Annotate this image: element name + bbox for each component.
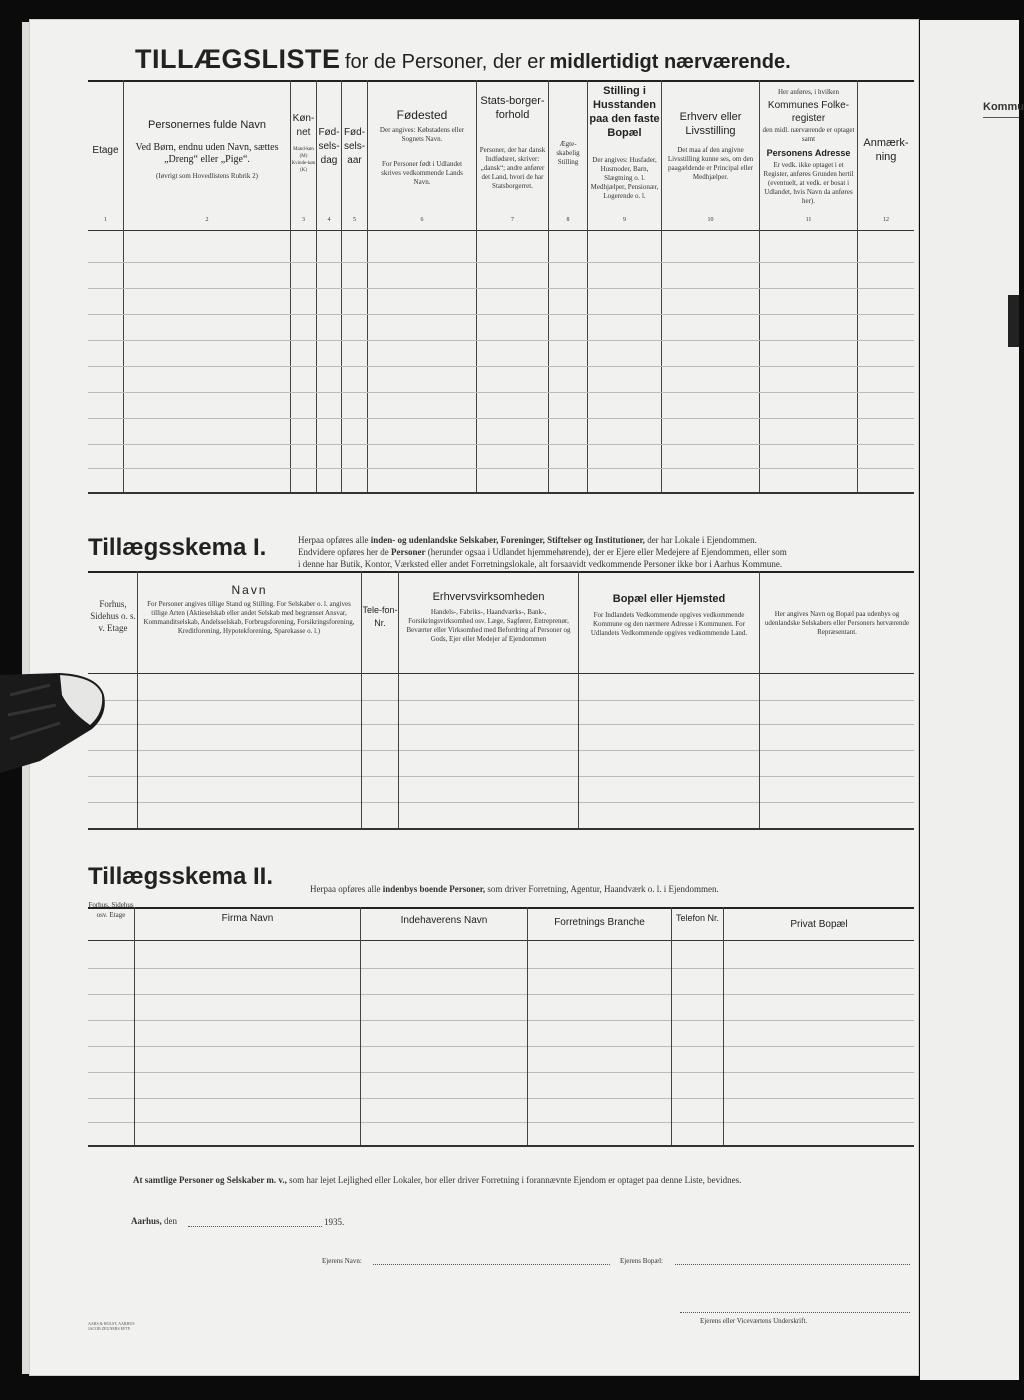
t1-col-divider [759, 80, 760, 492]
schema1-col-erhverv-note: Handels-, Fabriks-, Haandværks-, Bank-, Forsikringsvirksomhed osv. Læge, Sagfører, Entreprenør, Beværter eller Virksomhed med Befordring af Personer og Gods, Ejer eller Medejer af Ejendommen [406, 608, 571, 643]
table1-bottom-rule [88, 492, 914, 494]
den-label: den [164, 1216, 178, 1226]
col-register-head: Kommunes Folke-register [767, 100, 850, 124]
s2-col-divider [723, 907, 724, 1145]
declaration-b: som har lejet Lejlighed eller Lokaler, bor eller driver Forretning i forannævnte Ejendom er optaget paa denne Liste, bevidnes. [289, 1175, 742, 1185]
col-num: 1 [104, 217, 107, 223]
schema1-col-telefon: Tele-fon-Nr. [362, 605, 398, 628]
t1-row-rule [88, 366, 914, 367]
col-num: 10 [707, 217, 714, 223]
s1-col-divider [398, 571, 399, 828]
t1-col-divider [857, 80, 858, 492]
s1-row-rule [88, 724, 914, 725]
s1-row-rule [88, 750, 914, 751]
s1-col-divider [137, 571, 138, 828]
schema1-text-2: Endvidere opføres her de [298, 547, 389, 557]
signature-label: Ejerens eller Viceværtens Underskrift. [700, 1317, 808, 1325]
schema1-intro-line-3: i denne har Butik, Kontor, Værksted eller andet Forretningslokale, alt forsaavidt vedkommende Personer ikke bor i Aarhus Kommune. [298, 559, 783, 569]
schema1-bottom-rule [88, 828, 914, 830]
owner-name-label: Ejerens Navn: [322, 1257, 362, 1265]
schema2-col-firma: Firma Navn [221, 913, 274, 924]
col-occupation-note: Det maa af den angivne Livsstilling kunne ses, om den paagældende er Principal eller Medhjælper. [667, 146, 754, 181]
col-register-pre: Her anføres, i hvilken [777, 88, 840, 96]
s2-col-divider [360, 907, 361, 1145]
title-rest-a: for de Personer, der er [344, 51, 546, 73]
s2-row-rule [88, 1122, 914, 1123]
schema2-top-rule [88, 907, 914, 909]
date-line [131, 1216, 177, 1226]
col-etage-head: Etage [92, 145, 119, 156]
col-citizenship-head: Stats-borger-forhold [480, 95, 545, 121]
owner-address-field[interactable] [675, 1264, 910, 1265]
t1-col-divider [290, 80, 291, 492]
t1-col-divider [587, 80, 588, 492]
schema1-col-etage: Forhus, Sidehus o. s. v. Etage [90, 599, 136, 633]
t1-row-rule [88, 314, 914, 315]
col-citizenship-note: Personer, der har dansk Indfødsret, skriver: „dansk“; andre anfører det Land, hvori de har Statsborgerret. [479, 146, 546, 190]
schema1-col-navn-note: For Personer angives tillige Stand og Stilling. For Selskaber o. l. angives tillige Arten (Aktieselskab eller andet Selskab med begrænset Ansvar, Kommanditselskab, Andelsselskab, Forbrugsforening, Forsikringsforening, Kreditforening, Hypotekforening, Sparekasse o. l.) [143, 600, 355, 635]
adjacent-page [920, 20, 1019, 1380]
s1-row-rule [88, 700, 914, 701]
schema2-title: Tillægsskema II. [88, 863, 273, 890]
printer-imprint: AARS & HOLST, AARHUS JACOB ZEUNERS EFTF. [88, 1321, 135, 1331]
col-register-sub: Personens Adresse [766, 148, 851, 158]
s2-row-rule [88, 1020, 914, 1021]
s2-row-rule [88, 1098, 914, 1099]
schema2-col-etage: Forhus, Sidehus osv. Etage [88, 901, 134, 919]
col-name-head: Personernes fulde Navn [147, 119, 266, 131]
t1-col-divider [367, 80, 368, 492]
col-occupation-head: Erhverv eller Livsstilling [679, 111, 742, 137]
t1-col-divider [123, 80, 124, 492]
s1-col-divider [578, 571, 579, 828]
signature-field[interactable] [680, 1312, 910, 1313]
adjacent-page-tab [1008, 295, 1019, 347]
schema1-col-bopael: Bopæl eller Hjemsted [612, 593, 726, 605]
schema2-col-telefon: Telefon Nr. [675, 913, 720, 923]
schema2-col-privat: Privat Bopæl [790, 919, 848, 930]
col-register-note2: Er vedk. ikke optaget i et Register, anføres Grunden hertil (eventuelt, at vedk. er bosat i Udlandet, hvis Navn da anføres her). [763, 161, 854, 205]
schema1-text-2b: Personer [390, 547, 426, 557]
col-gender-head: Køn-net [292, 113, 315, 138]
s1-row-rule [88, 776, 914, 777]
schema2-text-a: Herpaa opføres alle [310, 884, 381, 894]
col-num: 4 [327, 217, 331, 223]
schema1-text-1b: inden- og udenlandske Selskaber, Foreninger, Stiftelser og Institutioner, [370, 535, 645, 545]
s1-col-divider [759, 571, 760, 828]
year-label: 1935. [324, 1217, 345, 1227]
date-field[interactable] [188, 1226, 322, 1227]
t1-col-divider [476, 80, 477, 492]
s2-row-rule [88, 968, 914, 969]
schema1-text-1c: der har Lokale i Ejendommen. [647, 535, 757, 545]
col-num: 12 [883, 217, 889, 223]
schema2-text-c: som driver Forretning, Agentur, Haandværk o. l. i Ejendommen. [487, 884, 719, 894]
schema1-col-repr-note: Her angives Navn og Bopæl paa udenbys og udenlandske Selskabers eller Personers herværende Repræsentant. [764, 610, 910, 636]
t1-row-rule [88, 288, 914, 289]
col-num: 6 [420, 217, 424, 223]
t1-row-rule [88, 418, 914, 419]
owner-name-field[interactable] [373, 1264, 610, 1265]
col-num: 3 [302, 217, 305, 223]
title-main: TILLÆGSLISTE [135, 44, 341, 74]
t1-row-rule [88, 262, 914, 263]
adjacent-page-text: Kommu [983, 101, 1024, 113]
col-register-note: den midl. nærværende er optaget samt [762, 126, 855, 143]
schema2-text-b: indenbys boende Personer, [382, 884, 486, 894]
schema1-col-navn: Navn [231, 583, 268, 597]
schema1-title: Tillægsskema I. [88, 534, 267, 561]
schema1-intro-line-1 [298, 534, 918, 546]
s2-col-divider [527, 907, 528, 1145]
col-birthplace-note2: For Personer født i Udlandet skrives vedkommende Lands Navn. [381, 160, 463, 186]
col-position-note: Der angives: Husfader, Husmoder, Barn, Slægtning o. l. Medhjælper, Pensionær, Logerende o. l. [590, 156, 659, 200]
s2-row-rule [88, 1072, 914, 1073]
schema1-text-1: Herpaa opføres alle [298, 535, 369, 545]
col-num: 8 [566, 217, 570, 223]
col-position-head: Stilling i Husstanden paa den faste Bopæl [589, 85, 660, 139]
col-name-note: Ved Børn, endnu uden Navn, sættes „Dreng“ eller „Pige“. [135, 142, 279, 165]
schema2-intro [310, 884, 719, 894]
page-title [135, 44, 791, 75]
col-birthplace-note: Der angives: Købstadens eller Sognets Navn. [379, 126, 465, 143]
s2-col-divider [671, 907, 672, 1145]
col-birthplace-head: Fødested [396, 108, 448, 122]
owner-address-label: Ejerens Bopæl: [620, 1257, 663, 1265]
place: Aarhus, [131, 1216, 162, 1226]
schema2-header-rule [88, 940, 914, 941]
t1-row-rule [88, 340, 914, 341]
declaration-a: At samtlige Personer og Selskaber m. v., [133, 1175, 287, 1185]
col-remarks-head: Anmærk-ning [863, 137, 909, 163]
schema1-col-bopael-note: For Indlandets Vedkommende opgives vedkommende Kommune og den nærmere Adresse i Kommunen. For Udlandets Vedkommende opgives vedkommende Land. [590, 611, 748, 637]
col-marital-head: Ægte-skabelig Stilling [556, 140, 580, 166]
table1-header-rule [88, 230, 914, 231]
s2-col-divider [134, 907, 135, 1145]
col-birthyear-head: Fød-sels-aar [343, 127, 366, 166]
col-birthday-head: Fød-sels-dag [318, 127, 340, 166]
col-gender-note: Mand-køn (M) Kvinde-køn (K) [291, 147, 316, 173]
schema1-header-rule [88, 673, 914, 674]
schema2-col-branche: Forretnings Branche [554, 917, 645, 928]
schema2-bottom-rule [88, 1145, 914, 1147]
table1-top-rule [88, 80, 914, 82]
col-num: 7 [511, 217, 514, 223]
schema2-col-indehaver: Indehaverens Navn [400, 915, 488, 926]
col-num: 2 [205, 217, 209, 223]
col-name-note2: (Iøvrigt som Hovedlistens Rubrik 2) [156, 172, 258, 180]
schema1-top-rule [88, 571, 914, 573]
thumb-image [0, 665, 110, 775]
t1-row-rule [88, 468, 914, 469]
schema1-intro [298, 534, 918, 570]
col-num: 9 [623, 217, 626, 223]
title-rest-b: midlertidigt nærværende. [549, 51, 791, 73]
s2-row-rule [88, 1046, 914, 1047]
adjacent-page-rule [983, 117, 1019, 118]
schema1-text-2c: (herunder ogsaa i Udlandet hjemmehørende), der er Ejere eller Medejere af Ejendommen, eller som [427, 547, 787, 557]
s1-row-rule [88, 802, 914, 803]
declaration-text [133, 1175, 741, 1185]
s2-row-rule [88, 994, 914, 995]
t1-row-rule [88, 444, 914, 445]
schema1-intro-line-2 [298, 546, 918, 558]
schema1-col-erhverv: Erhvervsvirksomheden [432, 591, 545, 603]
t1-row-rule [88, 392, 914, 393]
t1-col-divider [661, 80, 662, 492]
col-num: 11 [805, 217, 812, 223]
col-num: 5 [353, 217, 356, 223]
